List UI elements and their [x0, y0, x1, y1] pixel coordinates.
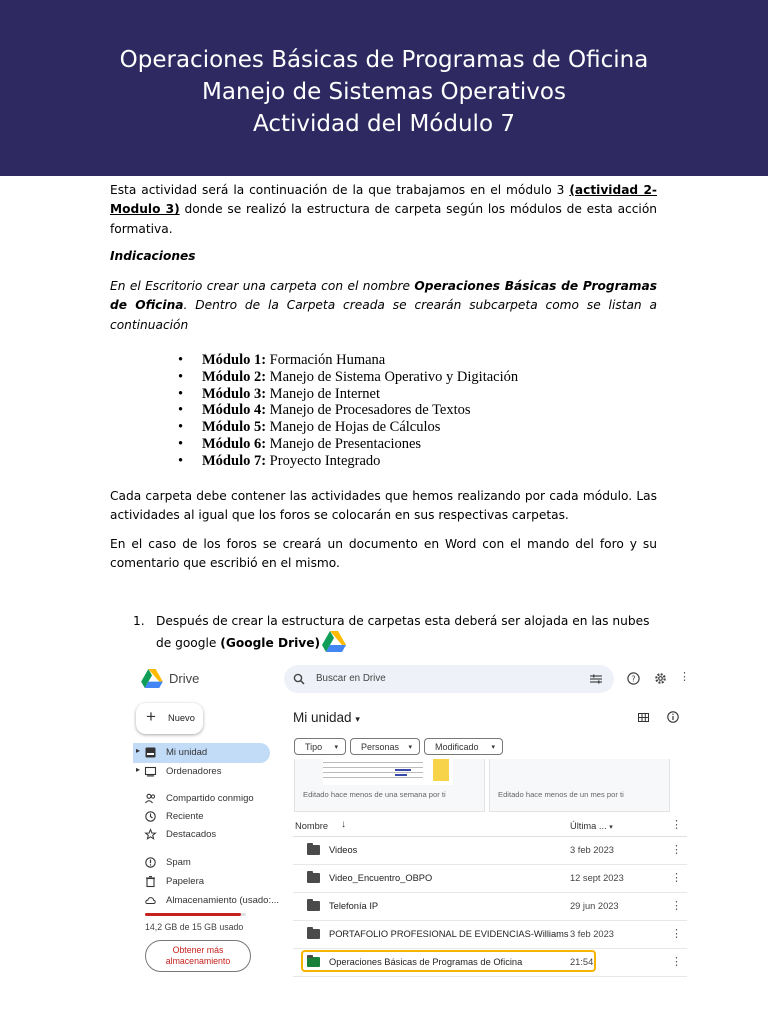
get-more-storage-button[interactable]: Obtener más almacenamiento — [145, 940, 251, 972]
file-name: PORTAFOLIO PROFESIONAL DE EVIDENCIAS-Williams — [329, 929, 569, 939]
file-date: 3 feb 2023 — [570, 845, 614, 855]
svg-text:?: ? — [631, 674, 636, 684]
paragraph-forums: En el caso de los foros se creará un documento en Word con el mando del foro y su comentario que escribió en el mismo. — [110, 537, 657, 571]
spam-icon — [145, 857, 156, 868]
filter-type-chip[interactable]: Tipo ▾ — [294, 738, 346, 755]
page-title: Mi unidad ▾ — [293, 710, 360, 725]
intro-text-cont: donde se realizó la estructura de carpeta según los módulos de esta acción formativa. — [110, 202, 658, 236]
sidebar-item-spam[interactable] — [133, 853, 270, 873]
title-line-1: Operaciones Básicas de Programas de Oficina — [119, 47, 649, 73]
folder-icon — [307, 845, 320, 855]
star-icon — [145, 829, 156, 840]
list-item: • Módulo 4: Manejo de Procesadores de Textos — [178, 402, 518, 419]
activity-link[interactable]: (actividad 2-Modulo 3) — [110, 183, 657, 217]
step-text: Después de crear la estructura de carpetas esta deberá ser alojada en las nubes de google — [156, 614, 650, 651]
list-item: • Módulo 3: Manejo de Internet — [178, 386, 518, 403]
list-item: • Módulo 5: Manejo de Hojas de Cálculos — [178, 419, 518, 436]
filter-people-chip[interactable]: Personas ▾ — [350, 738, 420, 755]
column-name[interactable]: Nombre — [295, 821, 329, 831]
sidebar-label: Compartido conmigo — [166, 793, 254, 804]
sidebar-item-starred[interactable] — [133, 825, 270, 845]
list-item: • Módulo 7: Proyecto Integrado — [178, 453, 518, 470]
sidebar-item-computers[interactable]: ▸ Ordenadores — [136, 765, 222, 777]
intro-text: Esta actividad será la continuación de la que trabajamos en el módulo 3 — [110, 183, 570, 197]
new-button-label: Nuevo — [168, 713, 195, 723]
plus-icon: + — [146, 707, 156, 726]
tune-icon[interactable] — [590, 674, 602, 684]
more-options-icon[interactable]: ⋮ — [671, 819, 682, 831]
list-item: • Módulo 6: Manejo de Presentaciones — [178, 436, 518, 453]
more-options-icon[interactable]: ⋮ — [671, 872, 682, 884]
chevron-down-icon[interactable]: ▾ — [355, 714, 360, 724]
green-folder-icon — [307, 957, 320, 967]
intro-paragraph — [110, 181, 657, 239]
step-bold: (Google Drive) — [220, 636, 321, 651]
my-drive-icon — [145, 747, 156, 758]
sidebar-label: Spam — [166, 857, 191, 868]
folder-icon — [307, 873, 320, 883]
title-line-3: Actividad del Módulo 7 — [253, 111, 515, 137]
column-modified[interactable]: Última ... ▾ — [570, 821, 613, 831]
search-icon — [293, 673, 305, 685]
module-list — [178, 352, 518, 470]
filter-modified-chip[interactable]: Modificado ▾ — [424, 738, 503, 755]
sidebar-label: Mi unidad — [166, 747, 208, 758]
file-date: 3 feb 2023 — [570, 929, 614, 939]
computer-icon — [145, 766, 156, 777]
list-header — [293, 814, 687, 837]
sidebar-item-my-drive[interactable]: ▸ Mi unidad — [133, 743, 270, 763]
step-number: 1. — [133, 614, 145, 628]
more-options-icon[interactable]: ⋮ — [671, 928, 682, 940]
indicaciones-paragraph — [110, 277, 657, 335]
table-row[interactable] — [293, 865, 687, 893]
table-row[interactable] — [293, 837, 687, 865]
apps-icon[interactable]: ⋮ — [679, 671, 690, 683]
header-banner — [0, 0, 768, 176]
suggested-card-1[interactable] — [294, 759, 485, 812]
card-caption: Editado hace menos de un mes por ti — [498, 790, 624, 799]
more-options-icon[interactable]: ⋮ — [671, 844, 682, 856]
sidebar-label: Destacados — [166, 829, 217, 840]
folder-icon — [307, 901, 320, 911]
table-row[interactable] — [293, 893, 687, 921]
sidebar-label: Reciente — [166, 811, 204, 822]
shared-folder-icon — [307, 929, 320, 939]
file-date: 21:54 — [570, 957, 594, 967]
indicaciones-heading: Indicaciones — [110, 249, 196, 263]
sort-arrow-icon[interactable]: ↓ — [341, 819, 346, 830]
file-date: 12 sept 2023 — [570, 873, 624, 883]
file-date: 29 jun 2023 — [570, 901, 619, 911]
spreadsheet-thumbnail — [323, 759, 453, 785]
list-item: • Módulo 2: Manejo de Sistema Operativo y Digitación — [178, 369, 518, 386]
folder-name: Operaciones Básicas de Programas de Oficina — [110, 279, 657, 313]
drive-screenshot — [133, 661, 690, 979]
card-caption: Editado hace menos de una semana por ti — [303, 790, 446, 799]
paragraph-activities: Cada carpeta debe contener las actividades que hemos realizando por cada módulo. Las actividades al igual que los foros se colocarán en sus respectivas carpetas. — [110, 489, 657, 523]
table-row[interactable] — [293, 921, 687, 949]
trash-icon — [145, 876, 156, 887]
sidebar-item-trash[interactable] — [133, 872, 270, 892]
sidebar-item-storage[interactable] — [133, 891, 280, 911]
settings-gear-icon[interactable] — [654, 672, 667, 685]
sidebar-label: Almacenamiento (usado:... — [166, 895, 280, 906]
file-name: Video_Encuentro_OBPO — [329, 873, 433, 883]
people-icon — [145, 793, 156, 804]
cloud-icon — [145, 895, 156, 906]
sidebar-label: Papelera — [166, 876, 205, 887]
file-name: Telefonía IP — [329, 901, 379, 911]
clock-icon — [145, 811, 156, 822]
table-row[interactable] — [293, 949, 687, 977]
storage-bar-fill — [145, 913, 241, 916]
sidebar-label: Ordenadores — [166, 766, 222, 777]
title-line-2: Manejo de Sistemas Operativos — [202, 79, 566, 105]
drive-brand: Drive — [169, 671, 200, 686]
indicaciones-text-cont: . Dentro de la Carpeta creada se crearán subcarpeta como se listan a continuación — [110, 298, 657, 332]
storage-used-text: 14,2 GB de 15 GB usado — [145, 922, 244, 932]
list-item: • Módulo 1: Formación Humana — [178, 352, 518, 369]
file-name: Videos — [329, 845, 358, 855]
google-drive-icon — [322, 631, 346, 652]
more-options-icon[interactable]: ⋮ — [671, 900, 682, 912]
storage-bar — [145, 913, 246, 916]
more-options-icon[interactable]: ⋮ — [671, 956, 682, 968]
suggested-card-2[interactable] — [489, 759, 670, 812]
help-icon[interactable] — [627, 672, 640, 685]
search-placeholder: Buscar en Drive — [316, 673, 386, 684]
info-icon[interactable] — [667, 711, 679, 723]
grid-view-icon[interactable] — [638, 713, 649, 722]
new-button[interactable] — [136, 703, 203, 734]
google-drive-logo-icon — [141, 669, 163, 688]
search-input[interactable] — [284, 665, 614, 693]
sidebar-item-recent[interactable] — [133, 807, 270, 827]
indicaciones-text: En el Escritorio crear una carpeta con el nombre — [110, 279, 415, 293]
file-name: Operaciones Básicas de Programas de Oficina — [329, 957, 523, 967]
sidebar-item-shared[interactable] — [133, 789, 270, 809]
